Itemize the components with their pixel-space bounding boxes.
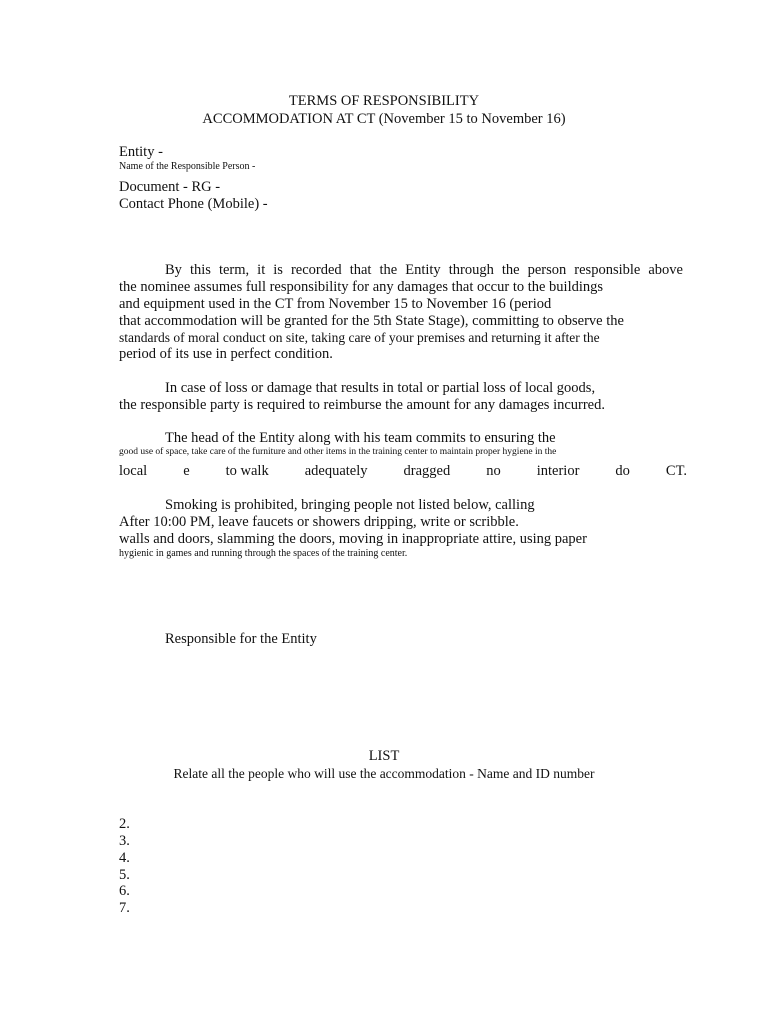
paragraph-3-justified-line (119, 463, 687, 480)
paragraph-2-line-1: In case of loss or damage that results in total or partial loss of local goods, (165, 380, 596, 396)
word: no (486, 463, 501, 479)
entity-field: Entity - (119, 144, 163, 160)
paragraph-1-text: By this term, it is recorded that the Entity through the person responsible above (165, 262, 683, 278)
paragraph-4-line-2: After 10:00 PM, leave faucets or showers dripping, write or scribble. (119, 514, 519, 530)
paragraph-1-line-3: and equipment used in the CT from November 15 to November 16 (period (119, 296, 552, 312)
word: e (183, 463, 190, 479)
list-item: 4. (119, 850, 130, 866)
document-field: Document - RG - (119, 179, 221, 195)
paragraph-1-line-6: period of its use in perfect condition. (119, 346, 333, 362)
paragraph-1-line-2: the nominee assumes full responsibility for any damages that occur to the buildings (119, 279, 604, 295)
paragraph-4-small-line: hygienic in games and running through the spaces of the training center. (119, 548, 408, 559)
paragraph-4-line-3: walls and doors, slamming the doors, moving in inappropriate attire, using paper (119, 531, 587, 547)
paragraph-1-line-1 (165, 262, 683, 279)
responsible-person-field: Name of the Responsible Person - (119, 161, 256, 172)
document-title: TERMS OF RESPONSIBILITY (288, 93, 480, 109)
paragraph-1-line-4: that accommodation will be granted for the 5th State Stage), committing to observe the (119, 313, 624, 329)
word: local (119, 463, 148, 479)
word: adequately (304, 463, 368, 479)
document-subtitle: ACCOMMODATION AT CT (November 15 to November 16) (202, 111, 566, 127)
word: interior (536, 463, 580, 479)
signature-label: Responsible for the Entity (165, 631, 317, 647)
paragraph-3-small-line: good use of space, take care of the furniture and other items in the training center to maintain proper hygiene in the (119, 447, 557, 457)
paragraph-4-line-1: Smoking is prohibited, bringing people not listed below, calling (165, 497, 535, 513)
list-item: 7. (119, 900, 130, 916)
list-subtitle: Relate all the people who will use the accommodation - Name and ID number (173, 766, 595, 781)
list-item: 5. (119, 867, 130, 883)
contact-phone-field: Contact Phone (Mobile) - (119, 196, 268, 212)
list-item: 6. (119, 883, 130, 899)
paragraph-3-line-1: The head of the Entity along with his team commits to ensuring the (165, 430, 556, 446)
word: to walk (225, 463, 269, 479)
list-title: LIST (368, 748, 400, 764)
list-item: 3. (119, 833, 130, 849)
word: dragged (403, 463, 451, 479)
paragraph-1-line-5: standards of moral conduct on site, taking care of your premises and returning it after the (119, 330, 600, 345)
paragraph-2-line-2: the responsible party is required to reimburse the amount for any damages incurred. (119, 397, 605, 413)
word: CT. (665, 463, 687, 479)
list-item: 2. (119, 816, 130, 832)
word: do (615, 463, 630, 479)
